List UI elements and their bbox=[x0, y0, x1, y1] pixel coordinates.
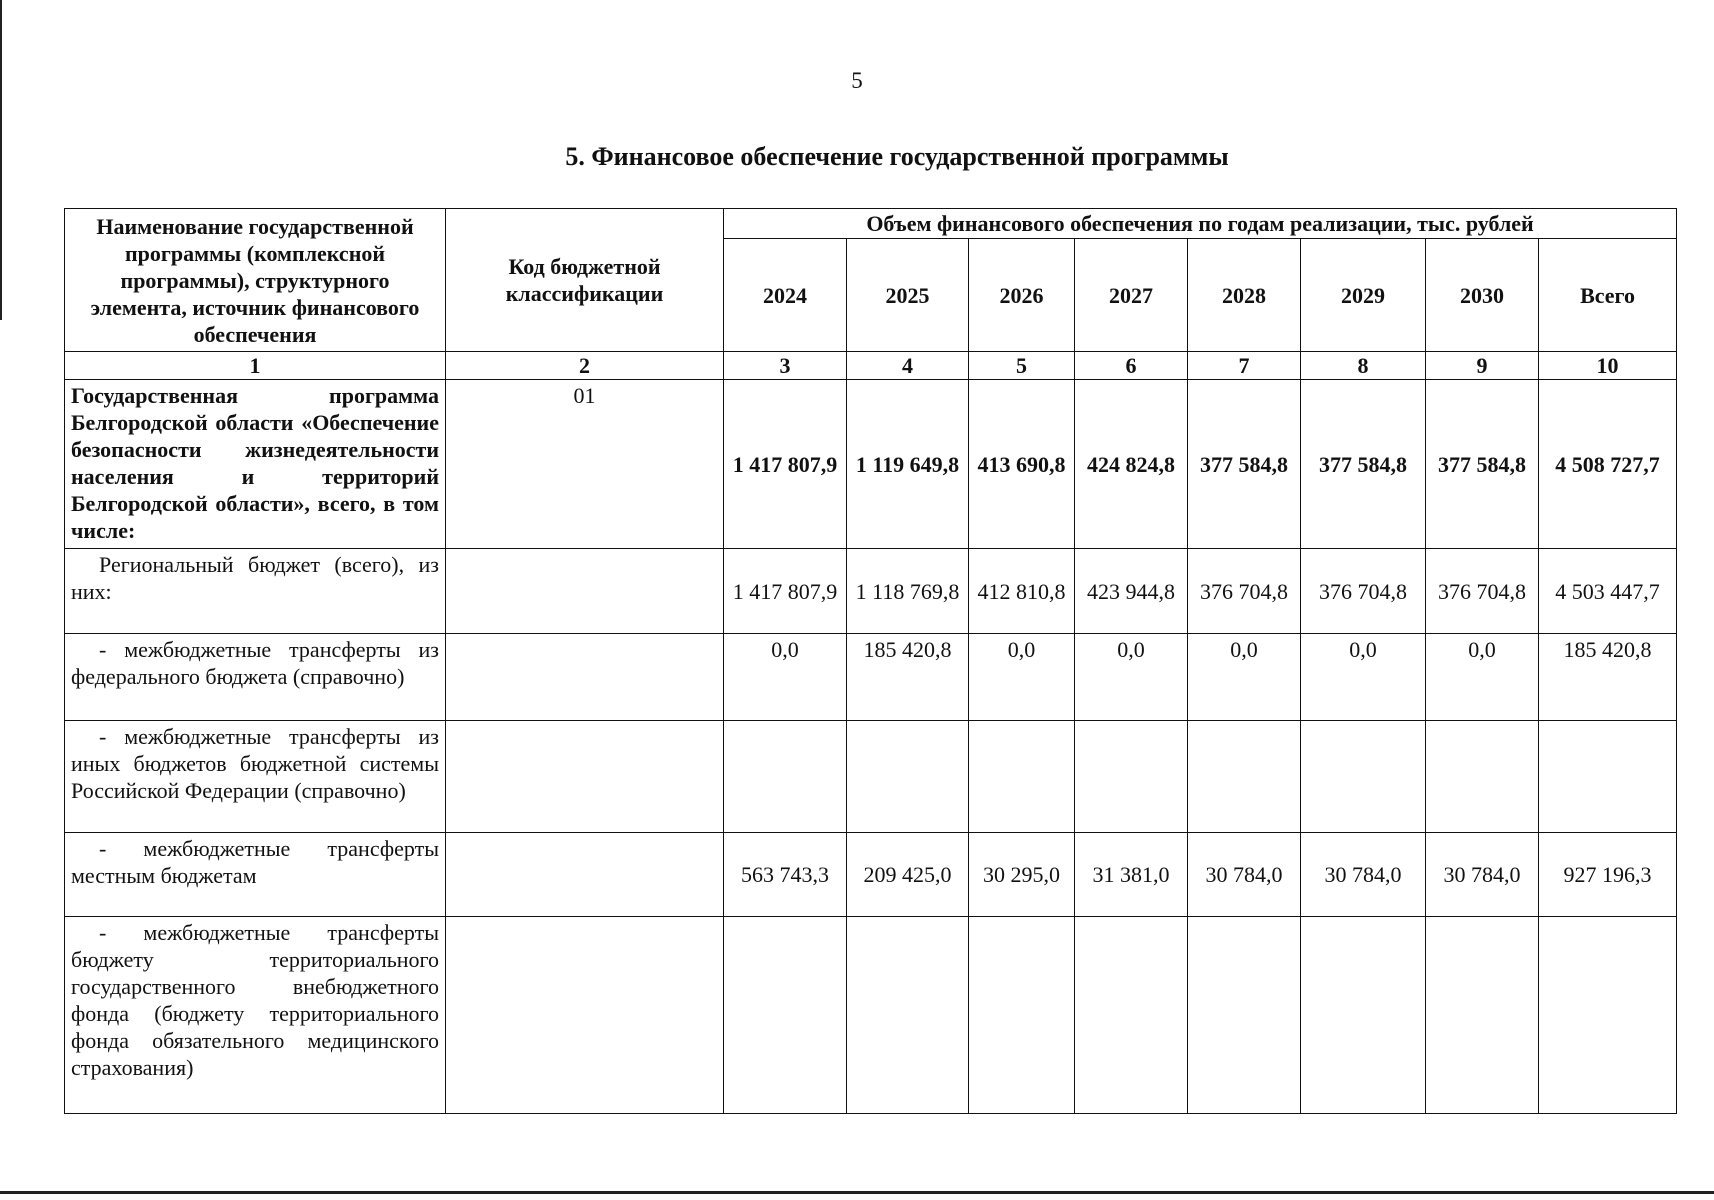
row-name: - межбюджетные трансферты из федерального бюджета (справочно) bbox=[65, 634, 446, 721]
cell-value: 424 824,8 bbox=[1075, 380, 1188, 549]
cell-value: 413 690,8 bbox=[969, 380, 1075, 549]
column-number: 2 bbox=[446, 352, 724, 380]
row-name: - межбюджетные трансферты местным бюджетам bbox=[65, 833, 446, 917]
cell-value: 0,0 bbox=[1426, 634, 1539, 721]
cell-value bbox=[847, 721, 969, 833]
row-code bbox=[446, 833, 724, 917]
cell-value bbox=[724, 721, 847, 833]
cell-value-total bbox=[1539, 721, 1677, 833]
column-number: 10 bbox=[1539, 352, 1677, 380]
cell-value bbox=[1426, 721, 1539, 833]
cell-value bbox=[969, 721, 1075, 833]
cell-value: 377 584,8 bbox=[1301, 380, 1426, 549]
header-year: 2029 bbox=[1301, 239, 1426, 352]
financing-table bbox=[64, 208, 1677, 1114]
cell-value: 563 743,3 bbox=[724, 833, 847, 917]
header-year: 2027 bbox=[1075, 239, 1188, 352]
cell-value: 30 784,0 bbox=[1301, 833, 1426, 917]
cell-value: 209 425,0 bbox=[847, 833, 969, 917]
cell-value bbox=[1301, 917, 1426, 1114]
row-code bbox=[446, 917, 724, 1114]
cell-value bbox=[1188, 721, 1301, 833]
header-year: 2028 bbox=[1188, 239, 1301, 352]
cell-value: 1 417 807,9 bbox=[724, 549, 847, 634]
header-year: 2025 bbox=[847, 239, 969, 352]
cell-value: 0,0 bbox=[1075, 634, 1188, 721]
cell-value bbox=[1075, 721, 1188, 833]
cell-value: 30 295,0 bbox=[969, 833, 1075, 917]
page-title: 5. Финансовое обеспечение государственной программы bbox=[565, 142, 1229, 171]
row-code bbox=[446, 634, 724, 721]
table-row bbox=[65, 380, 1677, 549]
bottom-rule bbox=[0, 1191, 1714, 1194]
column-number: 7 bbox=[1188, 352, 1301, 380]
column-number: 8 bbox=[1301, 352, 1426, 380]
column-number: 1 bbox=[65, 352, 446, 380]
table-row bbox=[65, 917, 1677, 1114]
header-volume-group: Объем финансового обеспечения по годам реализации, тыс. рублей bbox=[724, 209, 1677, 239]
page-number: 5 bbox=[851, 68, 863, 93]
row-name: Региональный бюджет (всего), из них: bbox=[65, 549, 446, 634]
header-total: Всего bbox=[1539, 239, 1677, 352]
table-row bbox=[65, 833, 1677, 917]
column-number: 5 bbox=[969, 352, 1075, 380]
cell-value bbox=[1426, 917, 1539, 1114]
cell-value: 423 944,8 bbox=[1075, 549, 1188, 634]
column-number: 4 bbox=[847, 352, 969, 380]
column-number: 3 bbox=[724, 352, 847, 380]
header-code-column: Код бюджетной классификации bbox=[446, 209, 724, 352]
cell-value: 30 784,0 bbox=[1426, 833, 1539, 917]
cell-value bbox=[724, 917, 847, 1114]
row-name: Государственная программа Белгородской области «Обеспечение безопасности жизнедеятельности населения и территорий Белгородской области», всего, в том числе: bbox=[65, 380, 446, 549]
header-name-column: Наименование государственной программы (комплексной программы), структурного элемента, источник финансового обеспечения bbox=[65, 209, 446, 352]
cell-value bbox=[969, 917, 1075, 1114]
cell-value bbox=[1075, 917, 1188, 1114]
column-number: 6 bbox=[1075, 352, 1188, 380]
table-row bbox=[65, 549, 1677, 634]
cell-value: 412 810,8 bbox=[969, 549, 1075, 634]
cell-value bbox=[1188, 917, 1301, 1114]
cell-value-total: 4 508 727,7 bbox=[1539, 380, 1677, 549]
cell-value-total: 927 196,3 bbox=[1539, 833, 1677, 917]
cell-value: 1 417 807,9 bbox=[724, 380, 847, 549]
row-code bbox=[446, 549, 724, 634]
cell-value-total: 185 420,8 bbox=[1539, 634, 1677, 721]
header-row-1 bbox=[65, 209, 1677, 239]
cell-value: 1 118 769,8 bbox=[847, 549, 969, 634]
cell-value: 0,0 bbox=[724, 634, 847, 721]
cell-value: 0,0 bbox=[969, 634, 1075, 721]
cell-value: 376 704,8 bbox=[1426, 549, 1539, 634]
cell-value: 376 704,8 bbox=[1301, 549, 1426, 634]
table-row bbox=[65, 721, 1677, 833]
row-code: 01 bbox=[446, 380, 724, 549]
row-code bbox=[446, 721, 724, 833]
cell-value-total bbox=[1539, 917, 1677, 1114]
cell-value: 30 784,0 bbox=[1188, 833, 1301, 917]
header-year: 2026 bbox=[969, 239, 1075, 352]
cell-value-total: 4 503 447,7 bbox=[1539, 549, 1677, 634]
cell-value bbox=[847, 917, 969, 1114]
cell-value: 0,0 bbox=[1188, 634, 1301, 721]
cell-value: 377 584,8 bbox=[1426, 380, 1539, 549]
table-row bbox=[65, 634, 1677, 721]
cell-value: 377 584,8 bbox=[1188, 380, 1301, 549]
header-year: 2024 bbox=[724, 239, 847, 352]
cell-value: 0,0 bbox=[1301, 634, 1426, 721]
column-number-row bbox=[65, 352, 1677, 380]
row-name: - межбюджетные трансферты из иных бюджетов бюджетной системы Российской Федерации (справочно) bbox=[65, 721, 446, 833]
cell-value bbox=[1301, 721, 1426, 833]
cell-value: 31 381,0 bbox=[1075, 833, 1188, 917]
cell-value: 376 704,8 bbox=[1188, 549, 1301, 634]
row-name: - межбюджетные трансферты бюджету территориального государственного внебюджетного фонда (бюджету территориального фонда обязательного медицинского страхования) bbox=[65, 917, 446, 1114]
cell-value: 1 119 649,8 bbox=[847, 380, 969, 549]
column-number: 9 bbox=[1426, 352, 1539, 380]
header-year: 2030 bbox=[1426, 239, 1539, 352]
cell-value: 185 420,8 bbox=[847, 634, 969, 721]
